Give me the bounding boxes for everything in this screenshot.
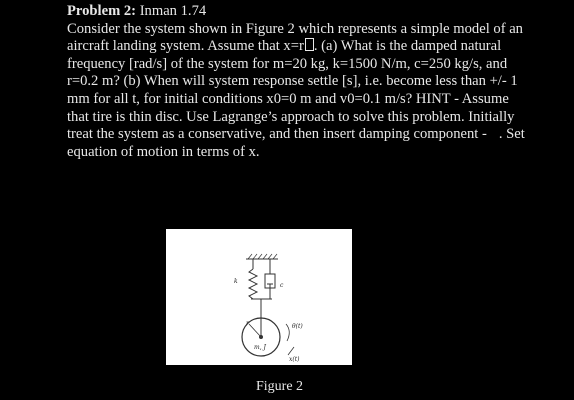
- figure-2-diagram: [166, 229, 352, 365]
- radius-line: [249, 324, 261, 337]
- problem-text-part-2: . (a) What is the damped natural frequency [rad/s] of the system for m=20 kg, k=1500 N/m, c=250 kg/s, and r=0.2 m? (b) When will system response settle [s], i.e. become less than +/- 1 mm for all t, for initial conditions x0=0 m and v0=0.1 m/s? HINT - Assume that tire is thin disc. Use Lagrange’s approach to solve this problem. Initially treat the system as a conservative, and then insert damping component -: [67, 38, 518, 143]
- landing-system-drawing: [166, 229, 352, 365]
- x-arrow: [288, 347, 294, 355]
- problem-source: Inman 1.74: [136, 3, 207, 19]
- label-x: x(t): [289, 356, 300, 363]
- label-mass-inertia: m, J: [254, 344, 266, 351]
- missing-symbol-box: [305, 38, 314, 51]
- problem-text-part-1: Consider the system shown in Figure 2 which represents a simple model of an aircraft landing system. Assume that x=r: [67, 20, 523, 55]
- figure-caption: Figure 2: [256, 379, 304, 394]
- label-k: k: [234, 278, 238, 285]
- problem-statement: [67, 3, 527, 161]
- problem-paragraph: [67, 3, 527, 161]
- problem-text-part-3: . Set equation of motion in terms of x.: [67, 126, 525, 160]
- problem-heading: Problem 2:: [67, 3, 137, 19]
- label-theta: θ(t): [292, 323, 303, 330]
- spring-k: [249, 269, 257, 299]
- label-c: c: [280, 282, 284, 289]
- ceiling-hatch: [248, 254, 277, 259]
- label-r: r: [246, 320, 249, 327]
- theta-arrow: [286, 324, 289, 341]
